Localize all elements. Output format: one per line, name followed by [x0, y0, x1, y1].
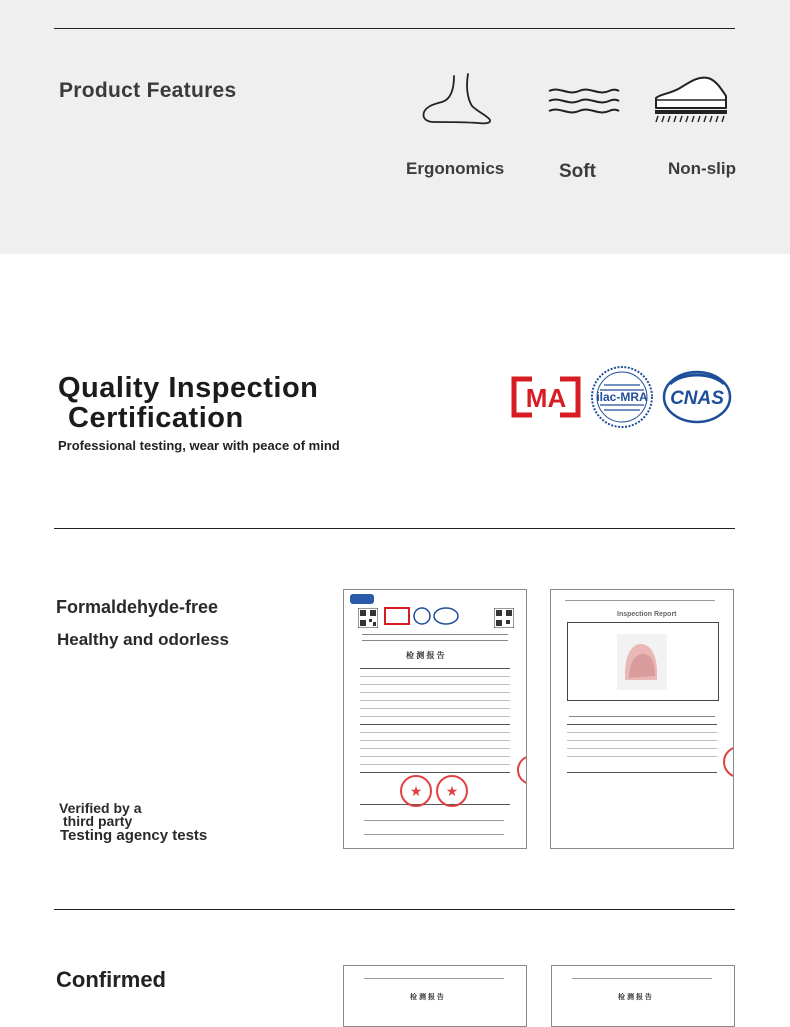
report-3-heading: 检 测 报 告 [410, 994, 444, 1001]
claim-verified-by: Verified by a [59, 800, 142, 816]
qr-code-icon [358, 608, 378, 628]
inspection-report-image-1 [343, 589, 527, 849]
quality-title-line2: Certification [68, 402, 244, 434]
pink-slipper-photo-icon [617, 634, 667, 690]
soft-waves-icon [546, 86, 622, 120]
quality-title-line1: Quality Inspection [58, 372, 319, 404]
claim-formaldehyde-free: Formaldehyde-free [56, 597, 219, 617]
cma-logo-text: MA [525, 383, 567, 413]
certification-marks-icon [384, 606, 464, 626]
claim-healthy-odorless: Healthy and odorless [57, 630, 229, 649]
divider-middle [54, 528, 735, 529]
inspection-report-image-3 [343, 965, 527, 1027]
cnas-logo-text: CNAS [670, 388, 724, 409]
red-seal-stamps-icon [394, 774, 474, 808]
claim-testing-agency: Testing agency tests [60, 827, 208, 844]
quality-subtitle: Professional testing, wear with peace of mind [58, 438, 340, 453]
inspection-report-image-2 [550, 589, 734, 849]
claim-third-party: third party [63, 813, 133, 829]
features-band [0, 0, 790, 254]
divider-bottom [54, 909, 735, 910]
qr-code-icon [494, 608, 514, 628]
report-2-heading: Inspection Report [617, 611, 677, 618]
feature-label-non-slip: Non-slip [668, 159, 736, 178]
svg-text:★: ★ [445, 783, 459, 799]
report-1-heading: 检 测 报 告 [406, 651, 445, 660]
divider-top [54, 28, 735, 29]
claim-confirmed: Confirmed [56, 967, 166, 992]
svg-text:★: ★ [409, 783, 423, 799]
feature-label-ergonomics: Ergonomics [406, 159, 505, 178]
foot-icon [420, 72, 496, 126]
ilac-mra-logo-icon [590, 365, 654, 429]
non-slip-sole-icon [652, 74, 730, 126]
feature-label-soft: Soft [559, 161, 596, 182]
edge-seal-stamp-icon [516, 750, 527, 790]
ilac-mra-logo-text: ilac-MRA [596, 390, 648, 404]
slc-logo-icon [350, 594, 374, 604]
edge-seal-stamp-icon [723, 740, 734, 784]
inspection-report-image-4 [551, 965, 735, 1027]
cma-logo-icon [510, 376, 582, 418]
cnas-logo-icon [662, 370, 732, 424]
product-features-title: Product Features [59, 79, 237, 102]
report-4-heading: 检 测 报 告 [618, 994, 652, 1001]
